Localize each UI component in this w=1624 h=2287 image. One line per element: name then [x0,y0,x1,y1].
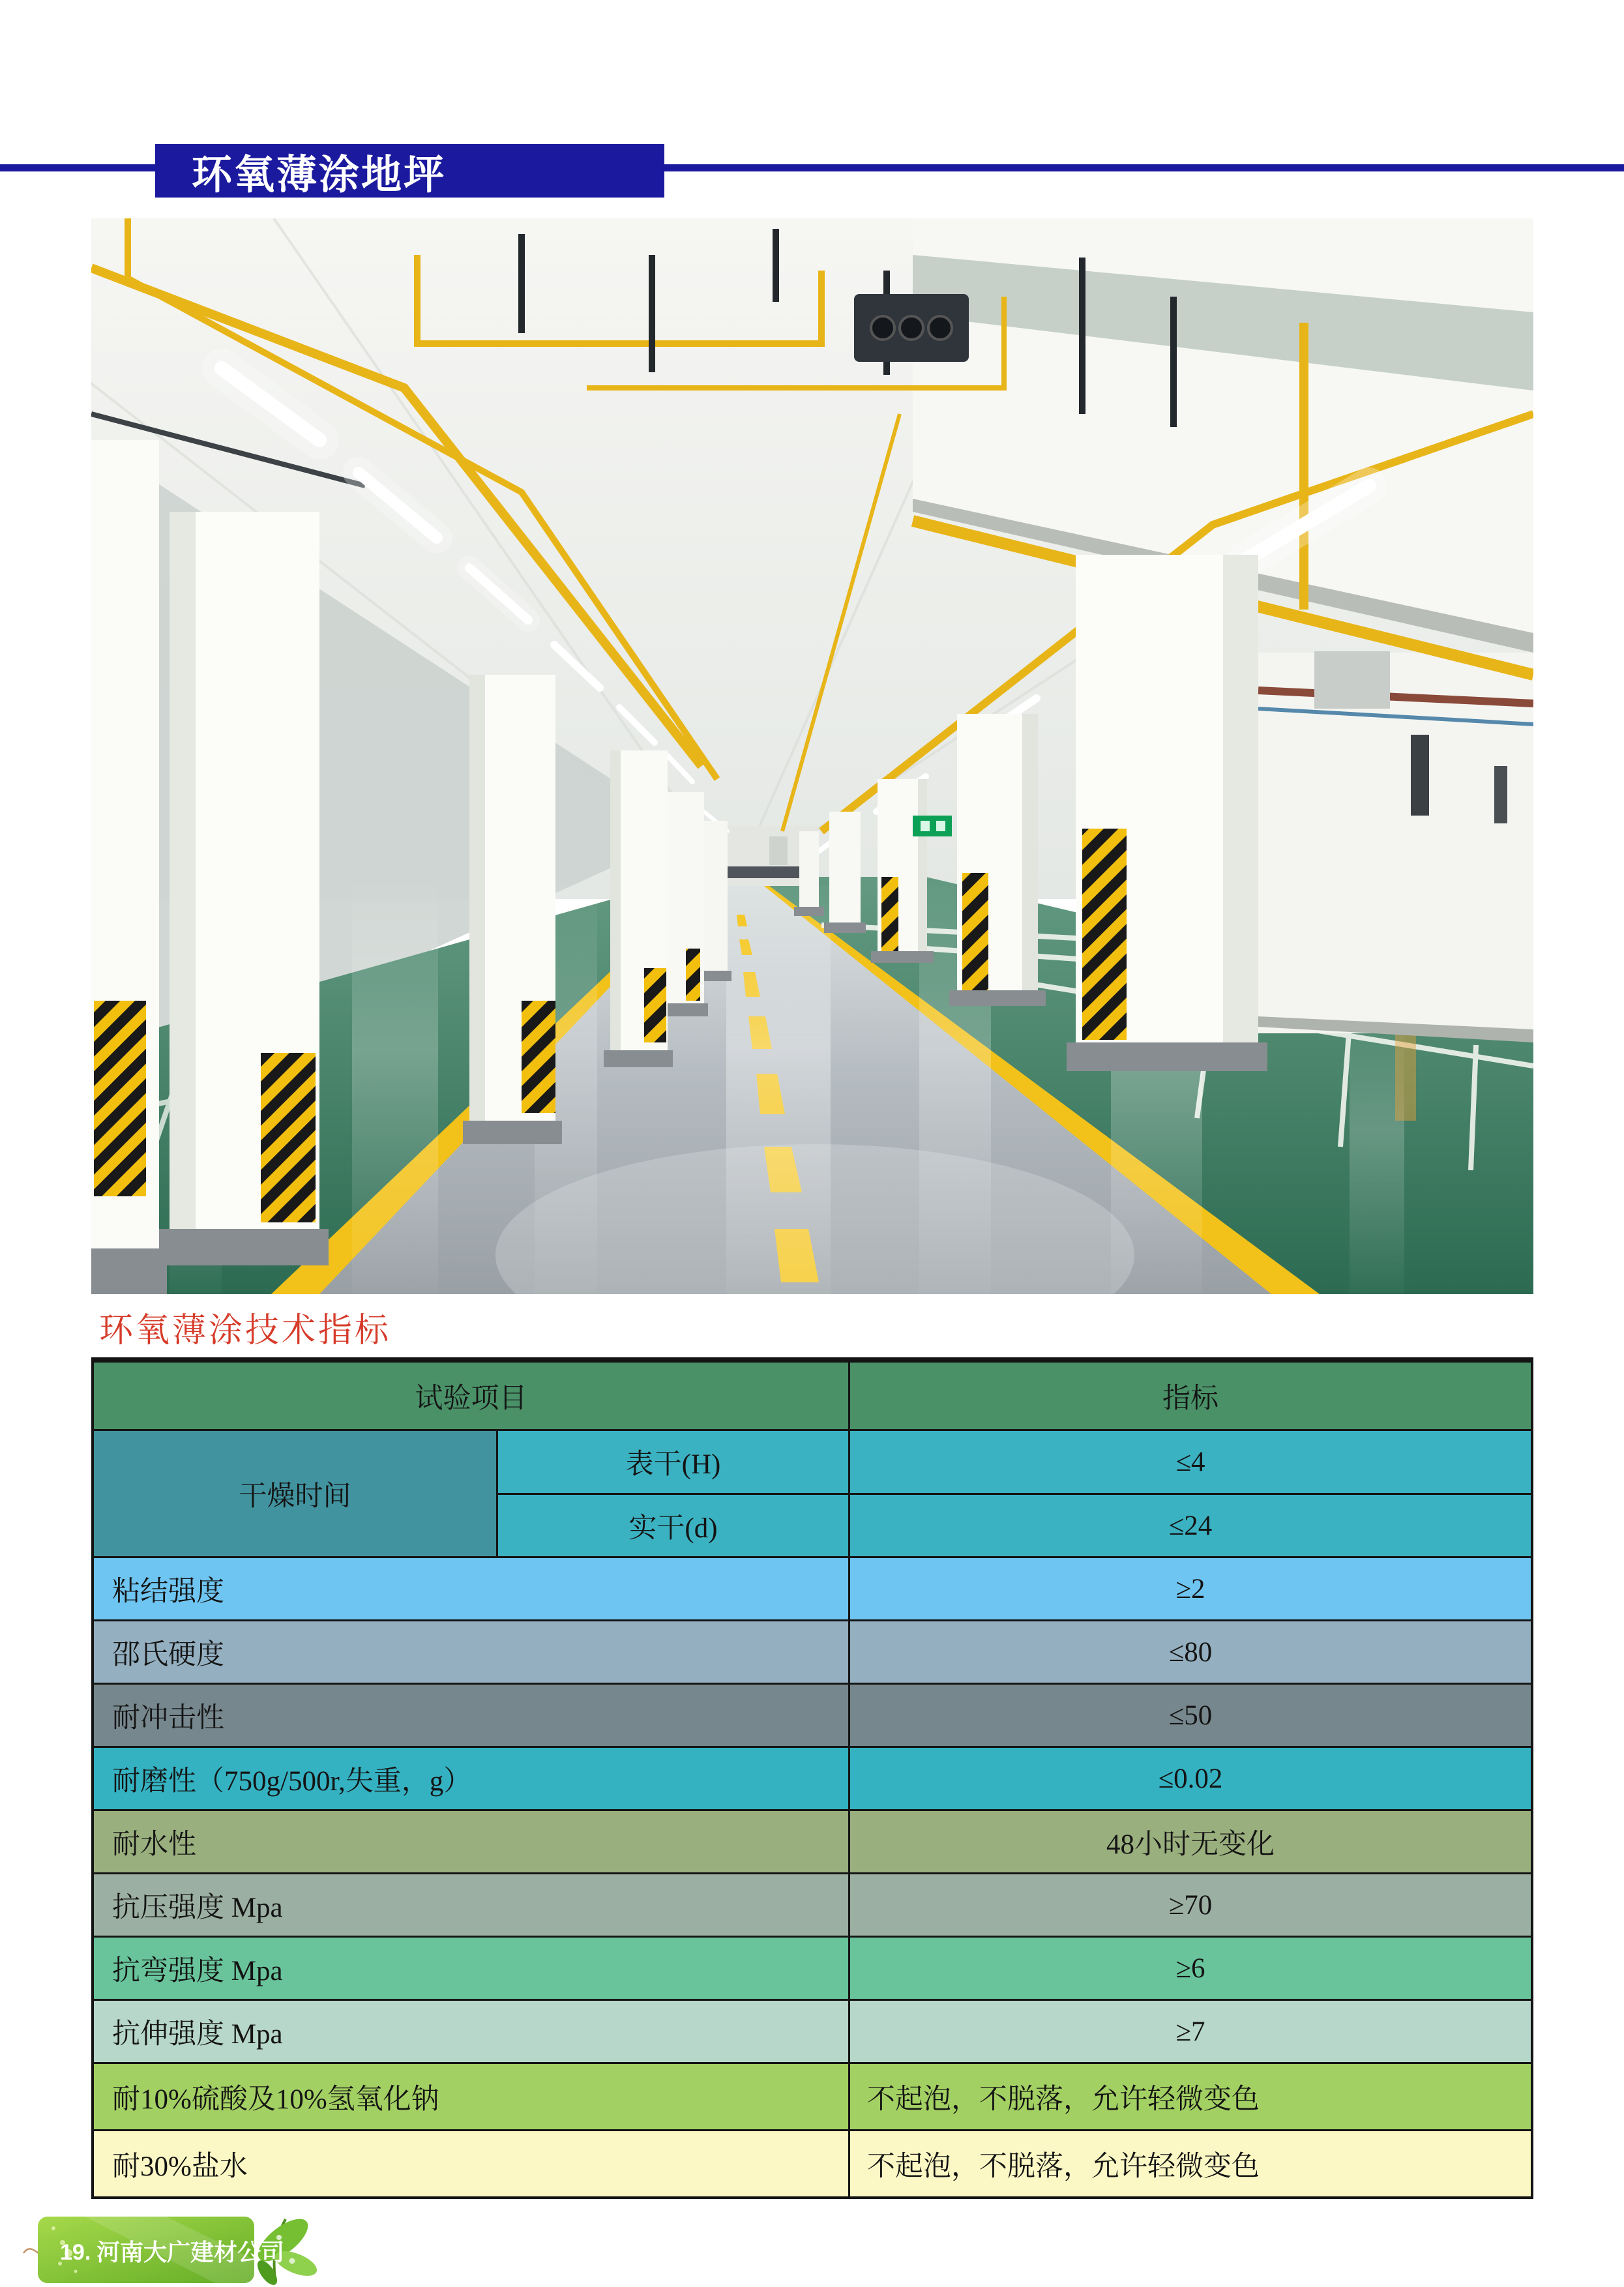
table-row [498,1495,1531,1556]
row-label: 粘结强度 [94,1558,848,1619]
row-label: 耐10%硫酸及10%氢氧化钠 [94,2064,848,2129]
table-row [94,1558,1531,1619]
row-value: ≥7 [850,2001,1531,2062]
section-heading: 环氧薄涂技术指标 [99,1312,392,1350]
table-row [94,1874,1531,1936]
row-label: 耐水性 [94,1811,848,1872]
row-label: 耐冲击性 [94,1685,848,1746]
sub-label: 实干(d) [498,1495,848,1556]
table-row [94,2064,1531,2129]
row-label: 抗压强度 Mpa [94,1874,848,1936]
row-value: ≥2 [850,1558,1531,1619]
row-value: 48小时无变化 [850,1811,1531,1872]
row-label: 耐30%盐水 [94,2131,848,2196]
table-row [94,1621,1531,1683]
footer-page-number: 19. [60,2240,91,2265]
header-cell-item: 试验项目 [94,1363,848,1429]
footer-company-tag [20,2213,326,2287]
row-label: 耐磨性（750g/500r,失重，g） [94,1748,848,1809]
footer-company-name: 河南大广建材公司 [96,2239,285,2265]
row-value: ≥6 [850,1938,1531,1999]
ceiling-fan-unit [854,294,969,362]
row-value: ≤80 [850,1621,1531,1683]
row-value: ≤0.02 [850,1748,1531,1809]
drying-time-label: 干燥时间 [94,1431,496,1556]
header-cell-indicator: 指标 [850,1363,1531,1429]
page-title: 环氧薄涂地坪 [192,152,447,198]
tech-indicators-table [91,1357,1533,2199]
drying-time-row-group [94,1431,1531,1556]
table-row [498,1431,1531,1493]
row-value: 不起泡，不脱落，允许轻微变色 [850,2064,1531,2129]
sub-label: 表干(H) [498,1431,848,1493]
parking-garage-photo [91,218,1533,1294]
sub-value: ≤4 [850,1431,1531,1493]
table-header-row [94,1363,1531,1429]
table-row [94,1748,1531,1809]
row-value: 不起泡，不脱落，允许轻微变色 [850,2131,1531,2196]
sub-value: ≤24 [850,1495,1531,1556]
page-title-bar [155,144,664,198]
table-row [94,1685,1531,1746]
row-label: 抗弯强度 Mpa [94,1938,848,1999]
row-label: 邵氏硬度 [94,1621,848,1683]
table-row [94,1811,1531,1872]
exit-sign [913,816,952,836]
row-label: 抗伸强度 Mpa [94,2001,848,2062]
row-value: ≥70 [850,1874,1531,1936]
row-value: ≤50 [850,1685,1531,1746]
table-row [94,2131,1531,2196]
table-row [94,2001,1531,2062]
table-row [94,1938,1531,1999]
